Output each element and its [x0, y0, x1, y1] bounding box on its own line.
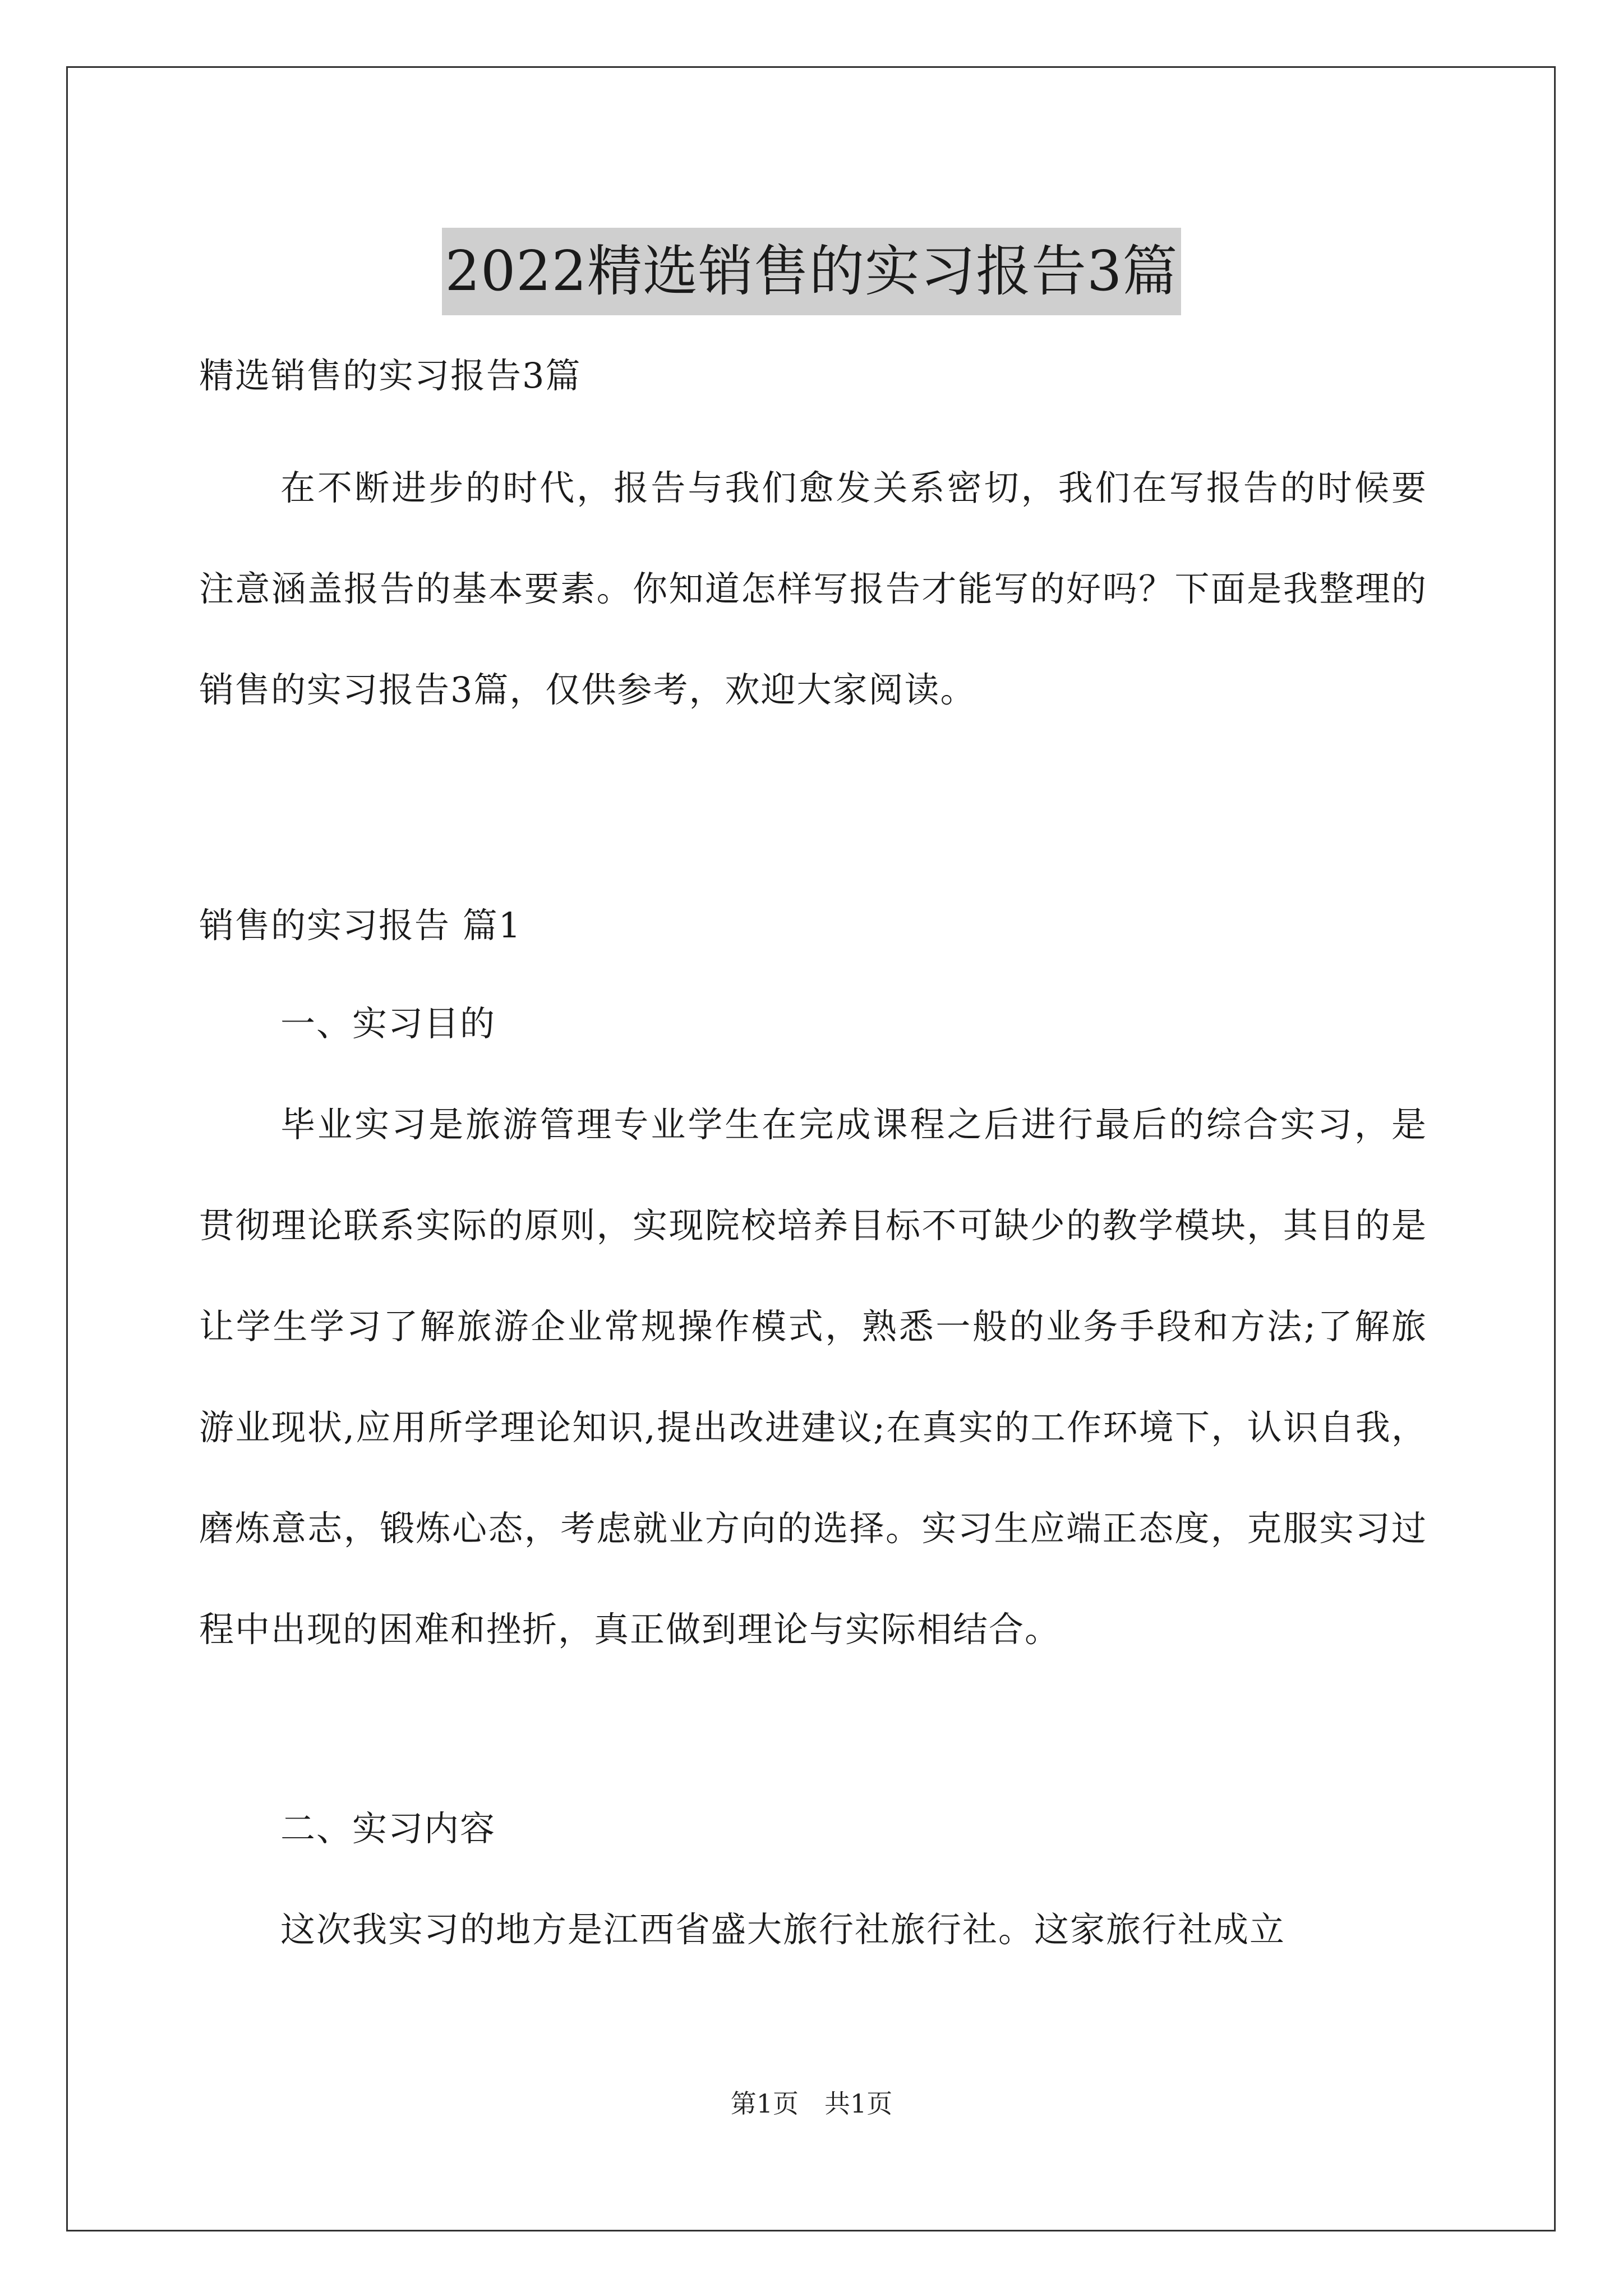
content-paragraph: 这次我实习的地方是江西省盛大旅行社旅行社。这家旅行社成立	[280, 1909, 1286, 1950]
heading-content: 二、实习内容	[280, 1808, 496, 1849]
section-heading: 销售的实习报告 篇1	[199, 905, 522, 946]
intro-paragraph: 在不断进步的时代，报告与我们愈发关系密切，我们在写报告的时候要注意涵盖报告的基本要素。你知道怎样写报告才能写的好吗？下面是我整理的销售的实习报告3篇，仅供参考，欢迎大家阅读。	[199, 467, 1427, 710]
page-footer: 第1页 共1页	[730, 2088, 893, 2119]
document-subtitle: 精选销售的实习报告3篇	[199, 355, 582, 396]
heading-purpose: 一、实习目的	[280, 1003, 496, 1044]
purpose-paragraph: 毕业实习是旅游管理专业学生在完成课程之后进行最后的综合实习，是贯彻理论联系实际的原则，实现院校培养目标不可缺少的教学模块，其目的是让学生学习了解旅游企业常规操作模式，熟悉一般的业务手段和方法;了解旅游业现状,应用所学理论知识,提出改进建议;在真实的工作环境下，认识自我，磨炼意志，锻炼心态，考虑就业方向的选择。实习生应端正态度，克服实习过程中出现的困难和挫折，真正做到理论与实际相结合。	[199, 1104, 1427, 1650]
document-title: 2022精选销售的实习报告3篇	[442, 228, 1182, 315]
